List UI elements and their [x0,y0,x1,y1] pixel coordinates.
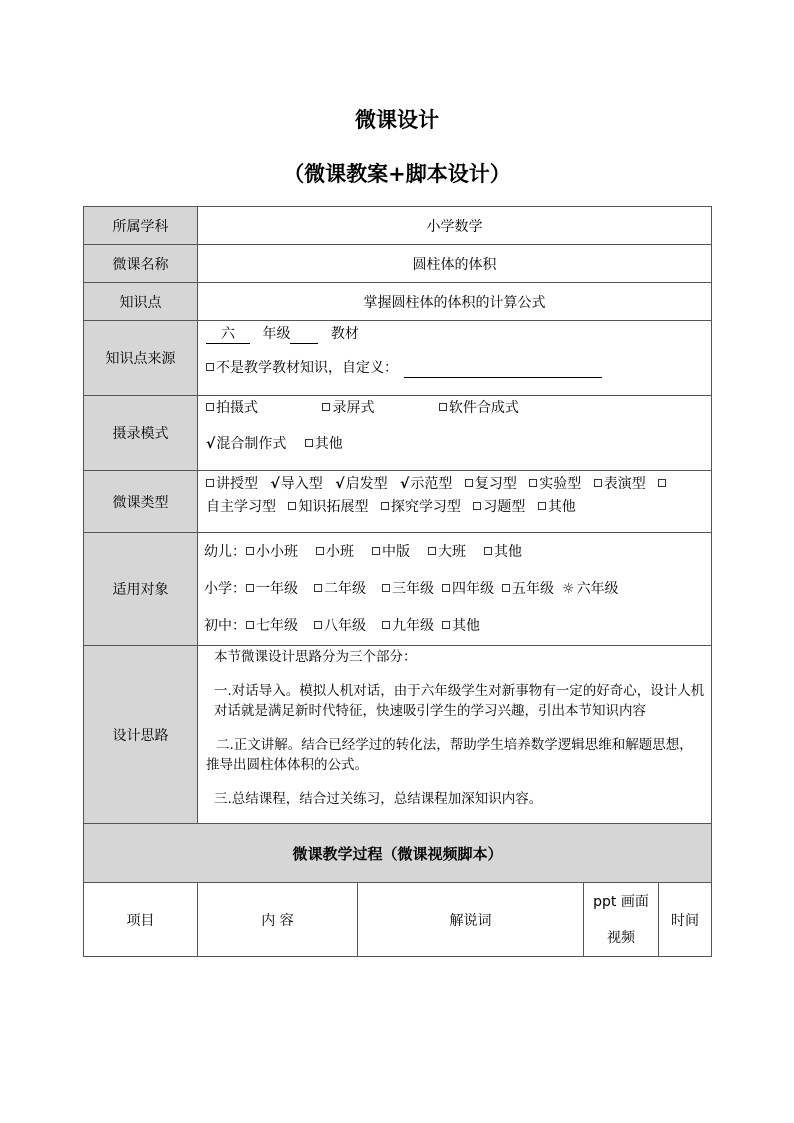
check-mark-icon: √ [400,476,410,492]
header-ppt [584,883,659,957]
option-type[interactable]: 自主学习型 [206,499,276,515]
checkbox-icon [428,547,436,555]
option-audience[interactable]: 大班 [428,534,466,571]
checkbox-icon [442,584,450,592]
checkbox-icon [382,621,390,629]
row-type [84,471,712,533]
primary-label: 小学： [204,580,246,597]
option-type-checked[interactable]: √示范型 [400,476,453,492]
option-audience-selected[interactable]: ☼ 六年级 [562,580,619,597]
checkbox-icon[interactable] [206,363,214,371]
label-name: 微课名称 [84,245,198,283]
design-part-3: 三.总结课程，结合过关练习，总结课程加深知识内容。 [214,791,543,807]
option-audience[interactable]: 七年级 [246,608,298,645]
option-type-checked[interactable]: √导入型 [270,476,323,492]
row-process-header [84,883,712,957]
page-title: 微课设计 [355,108,439,132]
option-type-checked[interactable]: √启发型 [335,476,388,492]
option-audience[interactable]: 其他 [484,534,522,571]
option-audience[interactable]: 其他 [442,608,480,645]
option-audience[interactable]: 小班 [316,534,354,571]
option-mode[interactable]: 软件合成式 [439,398,519,418]
row-source [84,321,712,396]
row-process-title [84,824,712,883]
check-mark-icon: √ [270,476,280,492]
value-point: 掌握圆柱体的体积的计算公式 [198,283,712,321]
label-source: 知识点来源 [84,321,198,396]
row-audience [84,533,712,646]
label-point: 知识点 [84,283,198,321]
option-type[interactable]: 复习型 [465,473,517,496]
checkbox-icon[interactable] [658,479,666,487]
checkbox-icon [322,403,330,411]
option-type[interactable]: 实验型 [529,473,581,496]
checkbox-icon [246,621,254,629]
checkbox-icon [465,479,473,487]
checkbox-icon [502,584,510,592]
checkbox-icon [442,621,450,629]
design-intro: 本节微课设计思路分为三个部分： [214,649,417,665]
option-type[interactable]: 表演型 [594,473,646,496]
checkbox-icon [206,479,214,487]
material-blank[interactable] [290,325,318,344]
value-name: 圆柱体的体积 [198,245,712,283]
header-ppt-line2: 视频 [607,929,635,946]
option-type[interactable]: 讲授型 [206,473,258,496]
option-type[interactable]: 探究学习型 [381,496,461,519]
checkbox-icon [288,502,296,510]
option-audience[interactable]: 一年级 [246,571,298,608]
checkbox-icon [305,439,313,447]
design-part-1: 一.对话导入。模拟人机对话，由于六年级学生对新事物有一定的好奇心，设计人机对话就是满足新时代特征，快速吸引学生的学习兴趣，引出本节知识内容 [214,683,705,719]
checkbox-icon [246,584,254,592]
grade-field[interactable]: 六 [206,325,250,344]
option-audience[interactable]: 五年级 [502,571,554,608]
page-subtitle: （微课教案+脚本设计） [283,162,511,186]
checkbox-icon [314,584,322,592]
option-mode-checked[interactable]: √混合制作式 [206,436,287,452]
grade-suffix: 年级 [262,326,291,342]
option-audience[interactable]: 九年级 [382,608,434,645]
design-table [83,206,712,957]
header-narration: 解说词 [358,883,584,957]
label-mode: 摄录模式 [84,396,198,471]
row-design [84,646,712,824]
material-label: 教材 [330,326,359,342]
checkbox-icon [473,502,481,510]
checkbox-icon [439,403,447,411]
row-mode [84,396,712,471]
option-audience[interactable]: 二年级 [314,571,366,608]
check-mark-icon: √ [335,476,345,492]
label-design: 设计思路 [84,646,198,824]
label-type: 微课类型 [84,471,198,533]
checkbox-icon [206,403,214,411]
process-title: 微课教学过程（微课视频脚本） [84,824,712,883]
check-mark-icon: √ [206,436,216,452]
checkbox-icon [314,621,322,629]
option-mode[interactable]: 拍摄式 [206,398,318,418]
header-ppt-line1: ppt 画面 [593,893,649,910]
checkbox-icon [538,502,546,510]
option-mode[interactable]: 其他 [305,434,343,454]
custom-label: 不是教学教材知识，自定义： [216,360,398,376]
option-mode[interactable]: 录屏式 [322,398,434,418]
checkbox-icon [529,479,537,487]
design-part-2: 二.正文讲解。结合已经学过的转化法，帮助学生培养数学逻辑思维和解题思想，推导出圆柱体体积的公式。 [206,737,693,773]
label-audience: 适用对象 [84,533,198,646]
header-time: 时间 [659,883,712,957]
option-audience[interactable]: 四年级 [442,571,494,608]
preschool-label: 幼儿： [204,543,246,560]
header-content: 内 容 [198,883,358,957]
header-item: 项目 [84,883,198,957]
row-subject [84,207,712,245]
option-type[interactable]: 知识拓展型 [288,496,368,519]
sun-icon: ☼ [562,580,575,597]
row-name [84,245,712,283]
checkbox-icon [372,547,380,555]
checkbox-icon [484,547,492,555]
option-audience[interactable]: 中版 [372,534,410,571]
option-audience[interactable]: 三年级 [382,571,434,608]
option-type[interactable]: 习题型 [473,496,525,519]
row-point [84,283,712,321]
option-audience[interactable]: 八年级 [314,608,366,645]
checkbox-icon [246,547,254,555]
checkbox-icon [594,479,602,487]
option-audience[interactable]: 小小班 [246,534,298,571]
checkbox-icon [316,547,324,555]
checkbox-icon [382,584,390,592]
junior-label: 初中： [204,617,246,634]
custom-field[interactable] [404,359,602,378]
checkbox-icon [381,502,389,510]
option-type[interactable]: 其他 [538,496,576,519]
value-subject: 小学数学 [198,207,712,245]
label-subject: 所属学科 [84,207,198,245]
